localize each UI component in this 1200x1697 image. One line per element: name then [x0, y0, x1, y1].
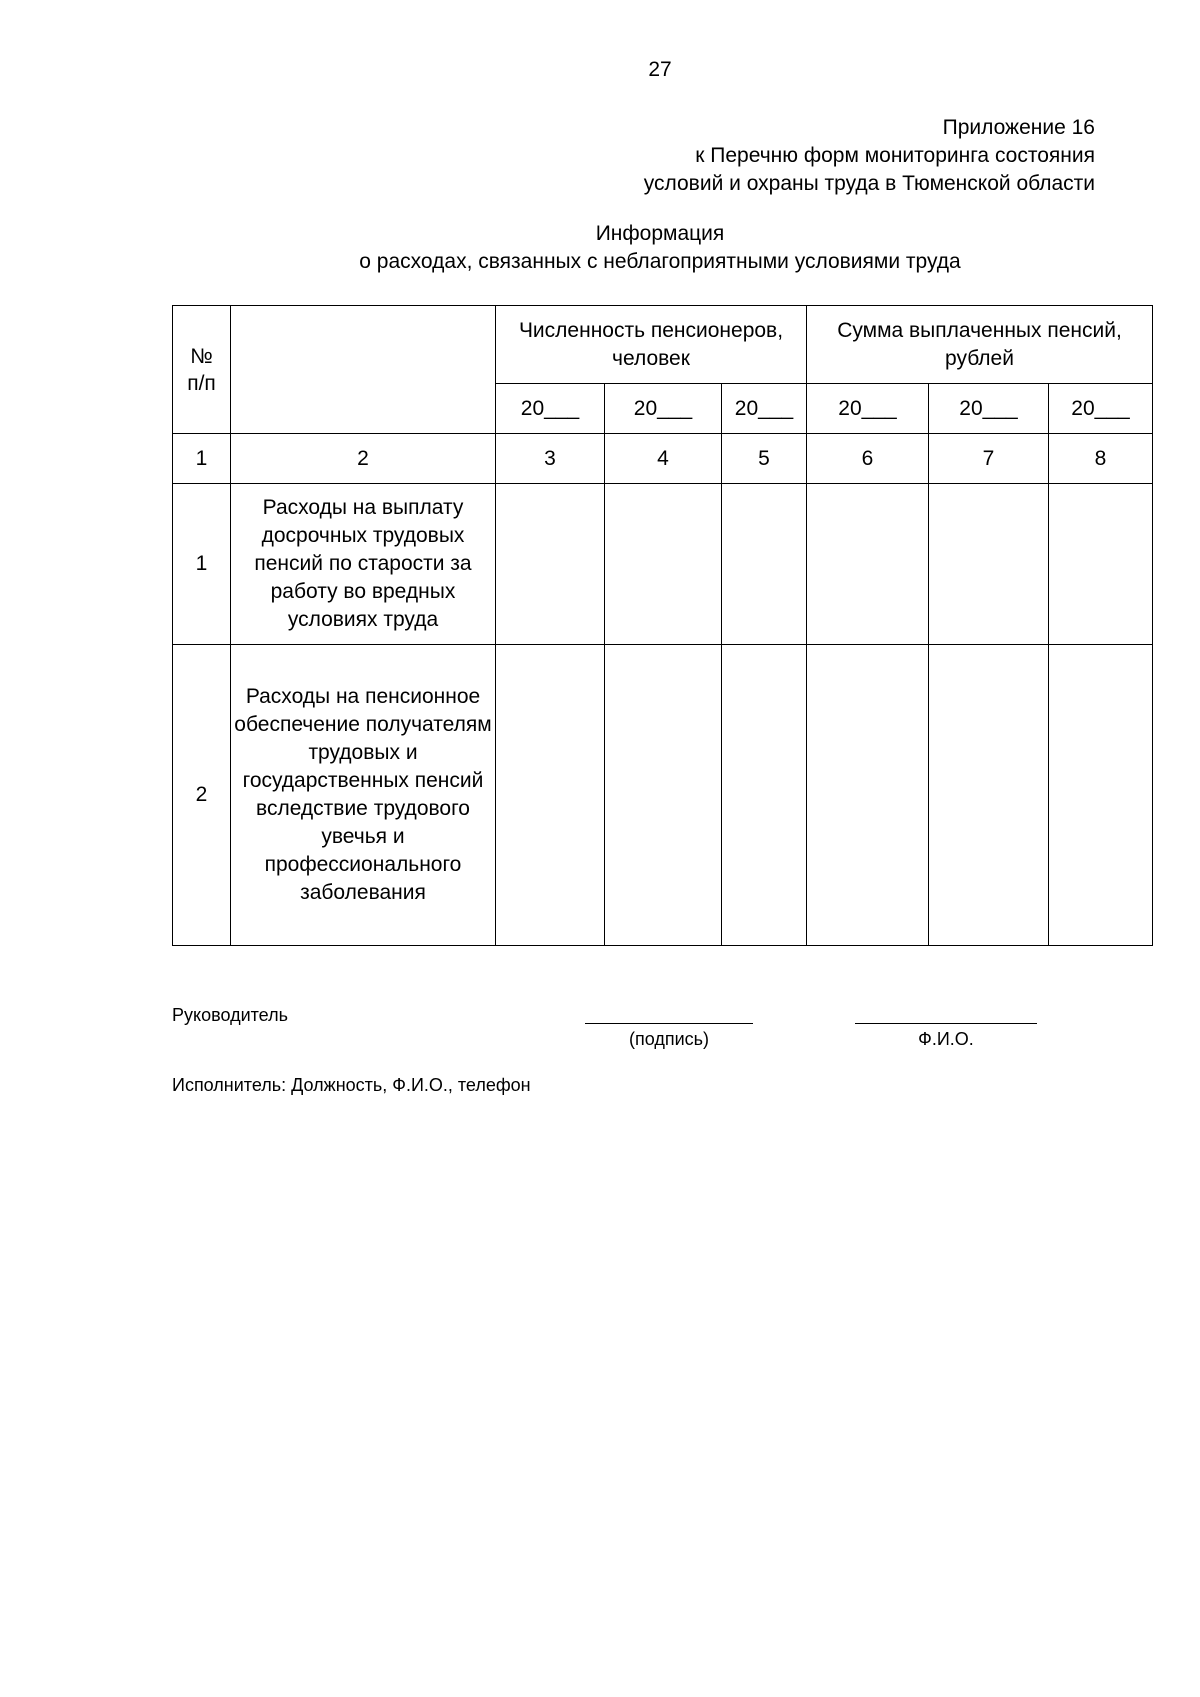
- year-cell: 20___: [496, 384, 605, 434]
- appendix-line: Приложение 16: [942, 116, 1095, 139]
- head-label: Руководитель: [172, 1005, 288, 1025]
- header-pensions-sum: Сумма выплаченных пенсий, рублей: [807, 306, 1153, 384]
- header-row-number: № п/п: [173, 306, 231, 434]
- year-cell: 20___: [1049, 384, 1153, 434]
- column-number: 3: [496, 434, 605, 484]
- value-cell[interactable]: [1049, 645, 1153, 946]
- year-cell: 20___: [722, 384, 807, 434]
- value-cell[interactable]: [929, 484, 1049, 645]
- title-subline: о расходах, связанных с неблагоприятными условиями труда: [359, 250, 961, 273]
- title-line: Информация: [595, 222, 725, 245]
- header-pensioners-count: Численность пенсионеров, человек: [496, 306, 807, 384]
- table-row: [173, 645, 1153, 946]
- value-cell[interactable]: [605, 645, 722, 946]
- value-cell[interactable]: [605, 484, 722, 645]
- report-table: [172, 305, 1153, 946]
- value-cell[interactable]: [496, 484, 605, 645]
- value-cell[interactable]: [929, 645, 1049, 946]
- appendix-line: к Перечню форм мониторинга состояния: [695, 144, 1095, 167]
- table-row: [173, 484, 1153, 645]
- year-cell: 20___: [929, 384, 1049, 434]
- value-cell[interactable]: [496, 645, 605, 946]
- row-description: Расходы на выплату досрочных трудовых пенсий по старости за работу во вредных условиях труда: [231, 484, 496, 645]
- column-number: 8: [1049, 434, 1153, 484]
- signature-line: [585, 1023, 753, 1024]
- name-line: [855, 1023, 1037, 1024]
- appendix-line: условий и охраны труда в Тюменской области: [643, 172, 1095, 195]
- column-number: 2: [231, 434, 496, 484]
- value-cell[interactable]: [1049, 484, 1153, 645]
- column-number: 7: [929, 434, 1049, 484]
- value-cell[interactable]: [807, 645, 929, 946]
- column-number: 5: [722, 434, 807, 484]
- executor-label: Исполнитель: Должность, Ф.И.О., телефон: [172, 1075, 531, 1095]
- column-number: 1: [173, 434, 231, 484]
- page-number: 27: [648, 58, 672, 81]
- row-number: 1: [173, 484, 231, 645]
- column-number: 6: [807, 434, 929, 484]
- signature-caption: (подпись): [628, 1029, 710, 1049]
- value-cell[interactable]: [722, 645, 807, 946]
- year-cell: 20___: [605, 384, 722, 434]
- document-title: [0, 220, 1200, 276]
- year-cell: 20___: [807, 384, 929, 434]
- row-number: 2: [173, 645, 231, 946]
- column-number: 4: [605, 434, 722, 484]
- value-cell[interactable]: [807, 484, 929, 645]
- name-caption: Ф.И.О.: [918, 1029, 974, 1049]
- appendix-reference: [644, 114, 1095, 198]
- value-cell[interactable]: [722, 484, 807, 645]
- row-description: Расходы на пенсионное обеспечение получателям трудовых и государственных пенсий вследствие трудового увечья и профессионального заболевания: [231, 645, 496, 946]
- header-description: [231, 306, 496, 434]
